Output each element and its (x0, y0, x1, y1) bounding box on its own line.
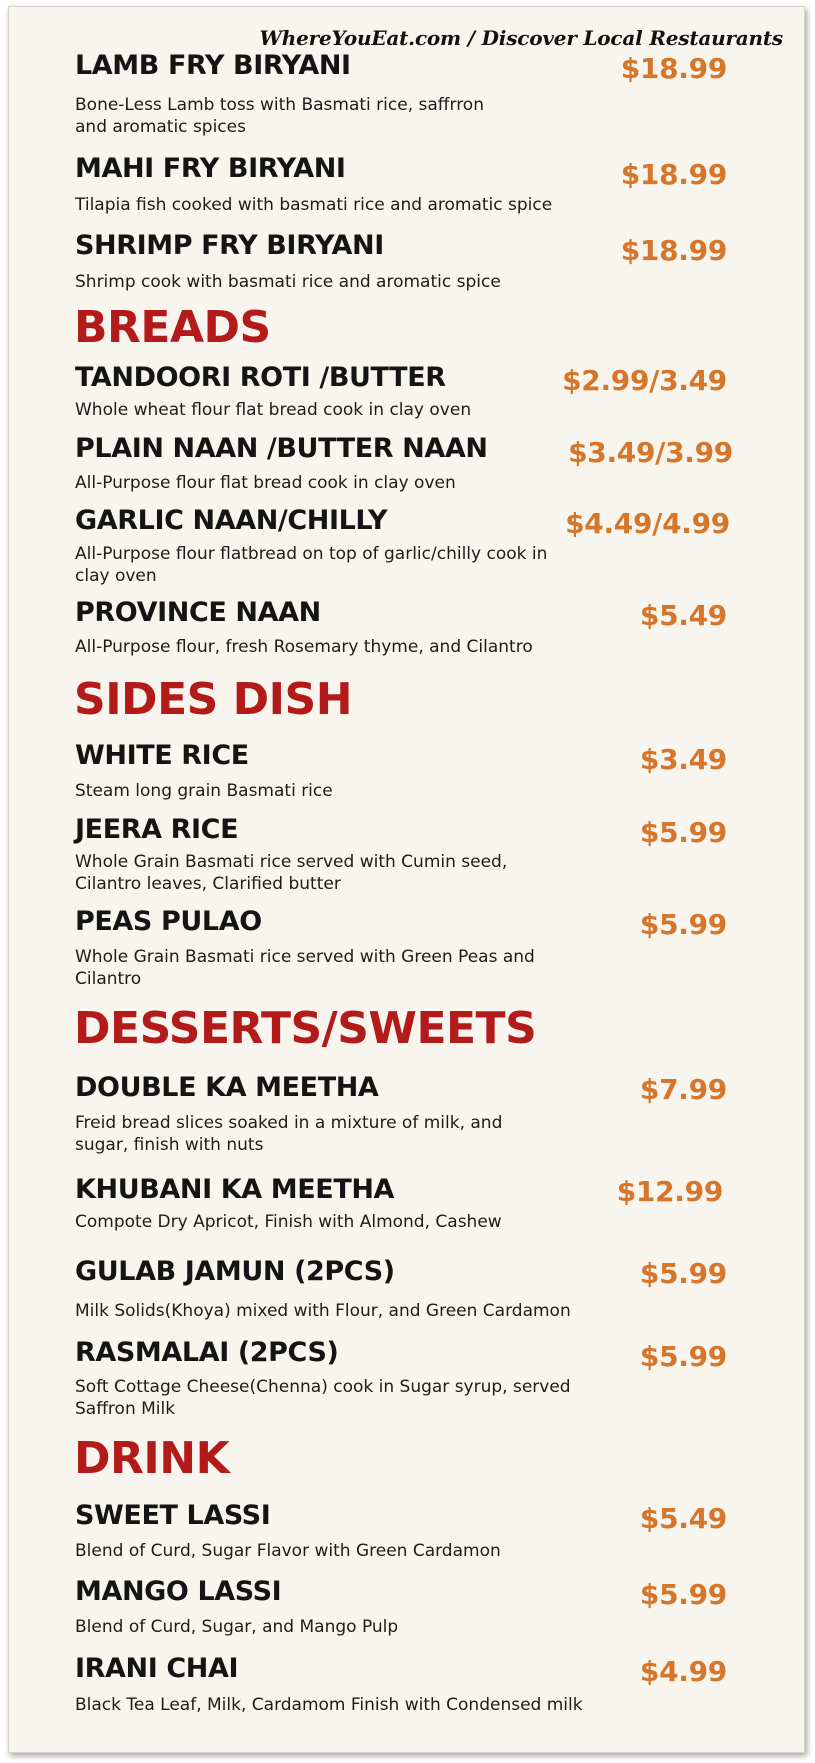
item-description: Shrimp cook with basmati rice and aromatic spice (75, 272, 501, 292)
item-price: $18.99 (620, 52, 727, 85)
item-price: $5.99 (639, 908, 727, 941)
item-name: LAMB FRY BIRYANI (75, 50, 351, 81)
item-name: JEERA RICE (75, 814, 239, 845)
item-description: Black Tea Leaf, Milk, Cardamom Finish with Condensed milk (75, 1695, 583, 1715)
item-description: Blend of Curd, Sugar Flavor with Green Cardamon (75, 1541, 501, 1561)
item-price: $18.99 (620, 158, 727, 191)
item-description: All-Purpose flour flat bread cook in clay oven (75, 473, 456, 493)
item-name: MAHI FRY BIRYANI (75, 153, 346, 184)
item-name: GULAB JAMUN (2PCS) (75, 1256, 395, 1287)
item-description: Steam long grain Basmati rice (75, 781, 333, 801)
section-title-desserts: DESSERTS/SWEETS (74, 1003, 537, 1054)
item-price: $4.49/4.99 (565, 507, 730, 540)
item-description: All-Purpose flour, fresh Rosemary thyme, and Cilantro (75, 637, 533, 657)
item-description: Milk Solids(Khoya) mixed with Flour, and Green Cardamon (75, 1301, 571, 1321)
item-price: $5.99 (639, 1578, 727, 1611)
item-name: GARLIC NAAN/CHILLY (75, 505, 388, 536)
item-name: KHUBANI KA MEETHA (75, 1174, 395, 1205)
item-name: IRANI CHAI (75, 1653, 239, 1684)
section-title-drink: DRINK (74, 1433, 230, 1484)
item-name: SHRIMP FRY BIRYANI (75, 230, 384, 261)
item-description: Blend of Curd, Sugar, and Mango Pulp (75, 1617, 399, 1637)
item-description: All-Purpose flour flatbread on top of garlic/chilly cook in clay oven (75, 544, 548, 586)
item-description: Whole wheat flour flat bread cook in clay oven (75, 400, 472, 420)
item-description: Soft Cottage Cheese(Chenna) cook in Sugar syrup, served Saffron Milk (75, 1377, 571, 1419)
watermark: WhereYouEat.com / Discover Local Restaurants (259, 26, 783, 50)
item-price: $3.49/3.99 (568, 436, 733, 469)
item-name: WHITE RICE (75, 740, 249, 771)
item-description: Compote Dry Apricot, Finish with Almond, Cashew (75, 1212, 502, 1232)
item-price: $5.99 (639, 1257, 727, 1290)
item-description: Whole Grain Basmati rice served with Cumin seed, Cilantro leaves, Clarified butter (75, 852, 508, 894)
section-title-sides: SIDES DISH (74, 674, 353, 725)
item-price: $3.49 (639, 743, 727, 776)
item-description: Tilapia fish cooked with basmati rice and aromatic spice (75, 195, 553, 215)
item-price: $2.99/3.49 (562, 364, 727, 397)
item-price: $7.99 (639, 1073, 727, 1106)
item-name: SWEET LASSI (75, 1500, 271, 1531)
item-name: PLAIN NAAN /BUTTER NAAN (75, 433, 488, 464)
item-name: RASMALAI (2PCS) (75, 1337, 339, 1368)
item-price: $4.99 (639, 1655, 727, 1688)
item-name: TANDOORI ROTI /BUTTER (75, 362, 446, 393)
item-price: $5.49 (639, 599, 727, 632)
item-name: MANGO LASSI (75, 1576, 282, 1607)
item-price: $5.99 (639, 816, 727, 849)
item-price: $5.99 (639, 1340, 727, 1373)
item-name: PROVINCE NAAN (75, 597, 321, 628)
item-price: $5.49 (639, 1502, 727, 1535)
item-name: PEAS PULAO (75, 906, 262, 937)
item-description: Bone-Less Lamb toss with Basmati rice, saffrron and aromatic spices (75, 95, 484, 137)
item-price: $18.99 (620, 234, 727, 267)
item-name: DOUBLE KA MEETHA (75, 1072, 379, 1103)
item-description: Whole Grain Basmati rice served with Green Peas and Cilantro (75, 947, 535, 989)
item-description: Freid bread slices soaked in a mixture of milk, and sugar, finish with nuts (75, 1113, 503, 1155)
item-price: $12.99 (616, 1175, 723, 1208)
section-title-breads: BREADS (74, 302, 271, 353)
